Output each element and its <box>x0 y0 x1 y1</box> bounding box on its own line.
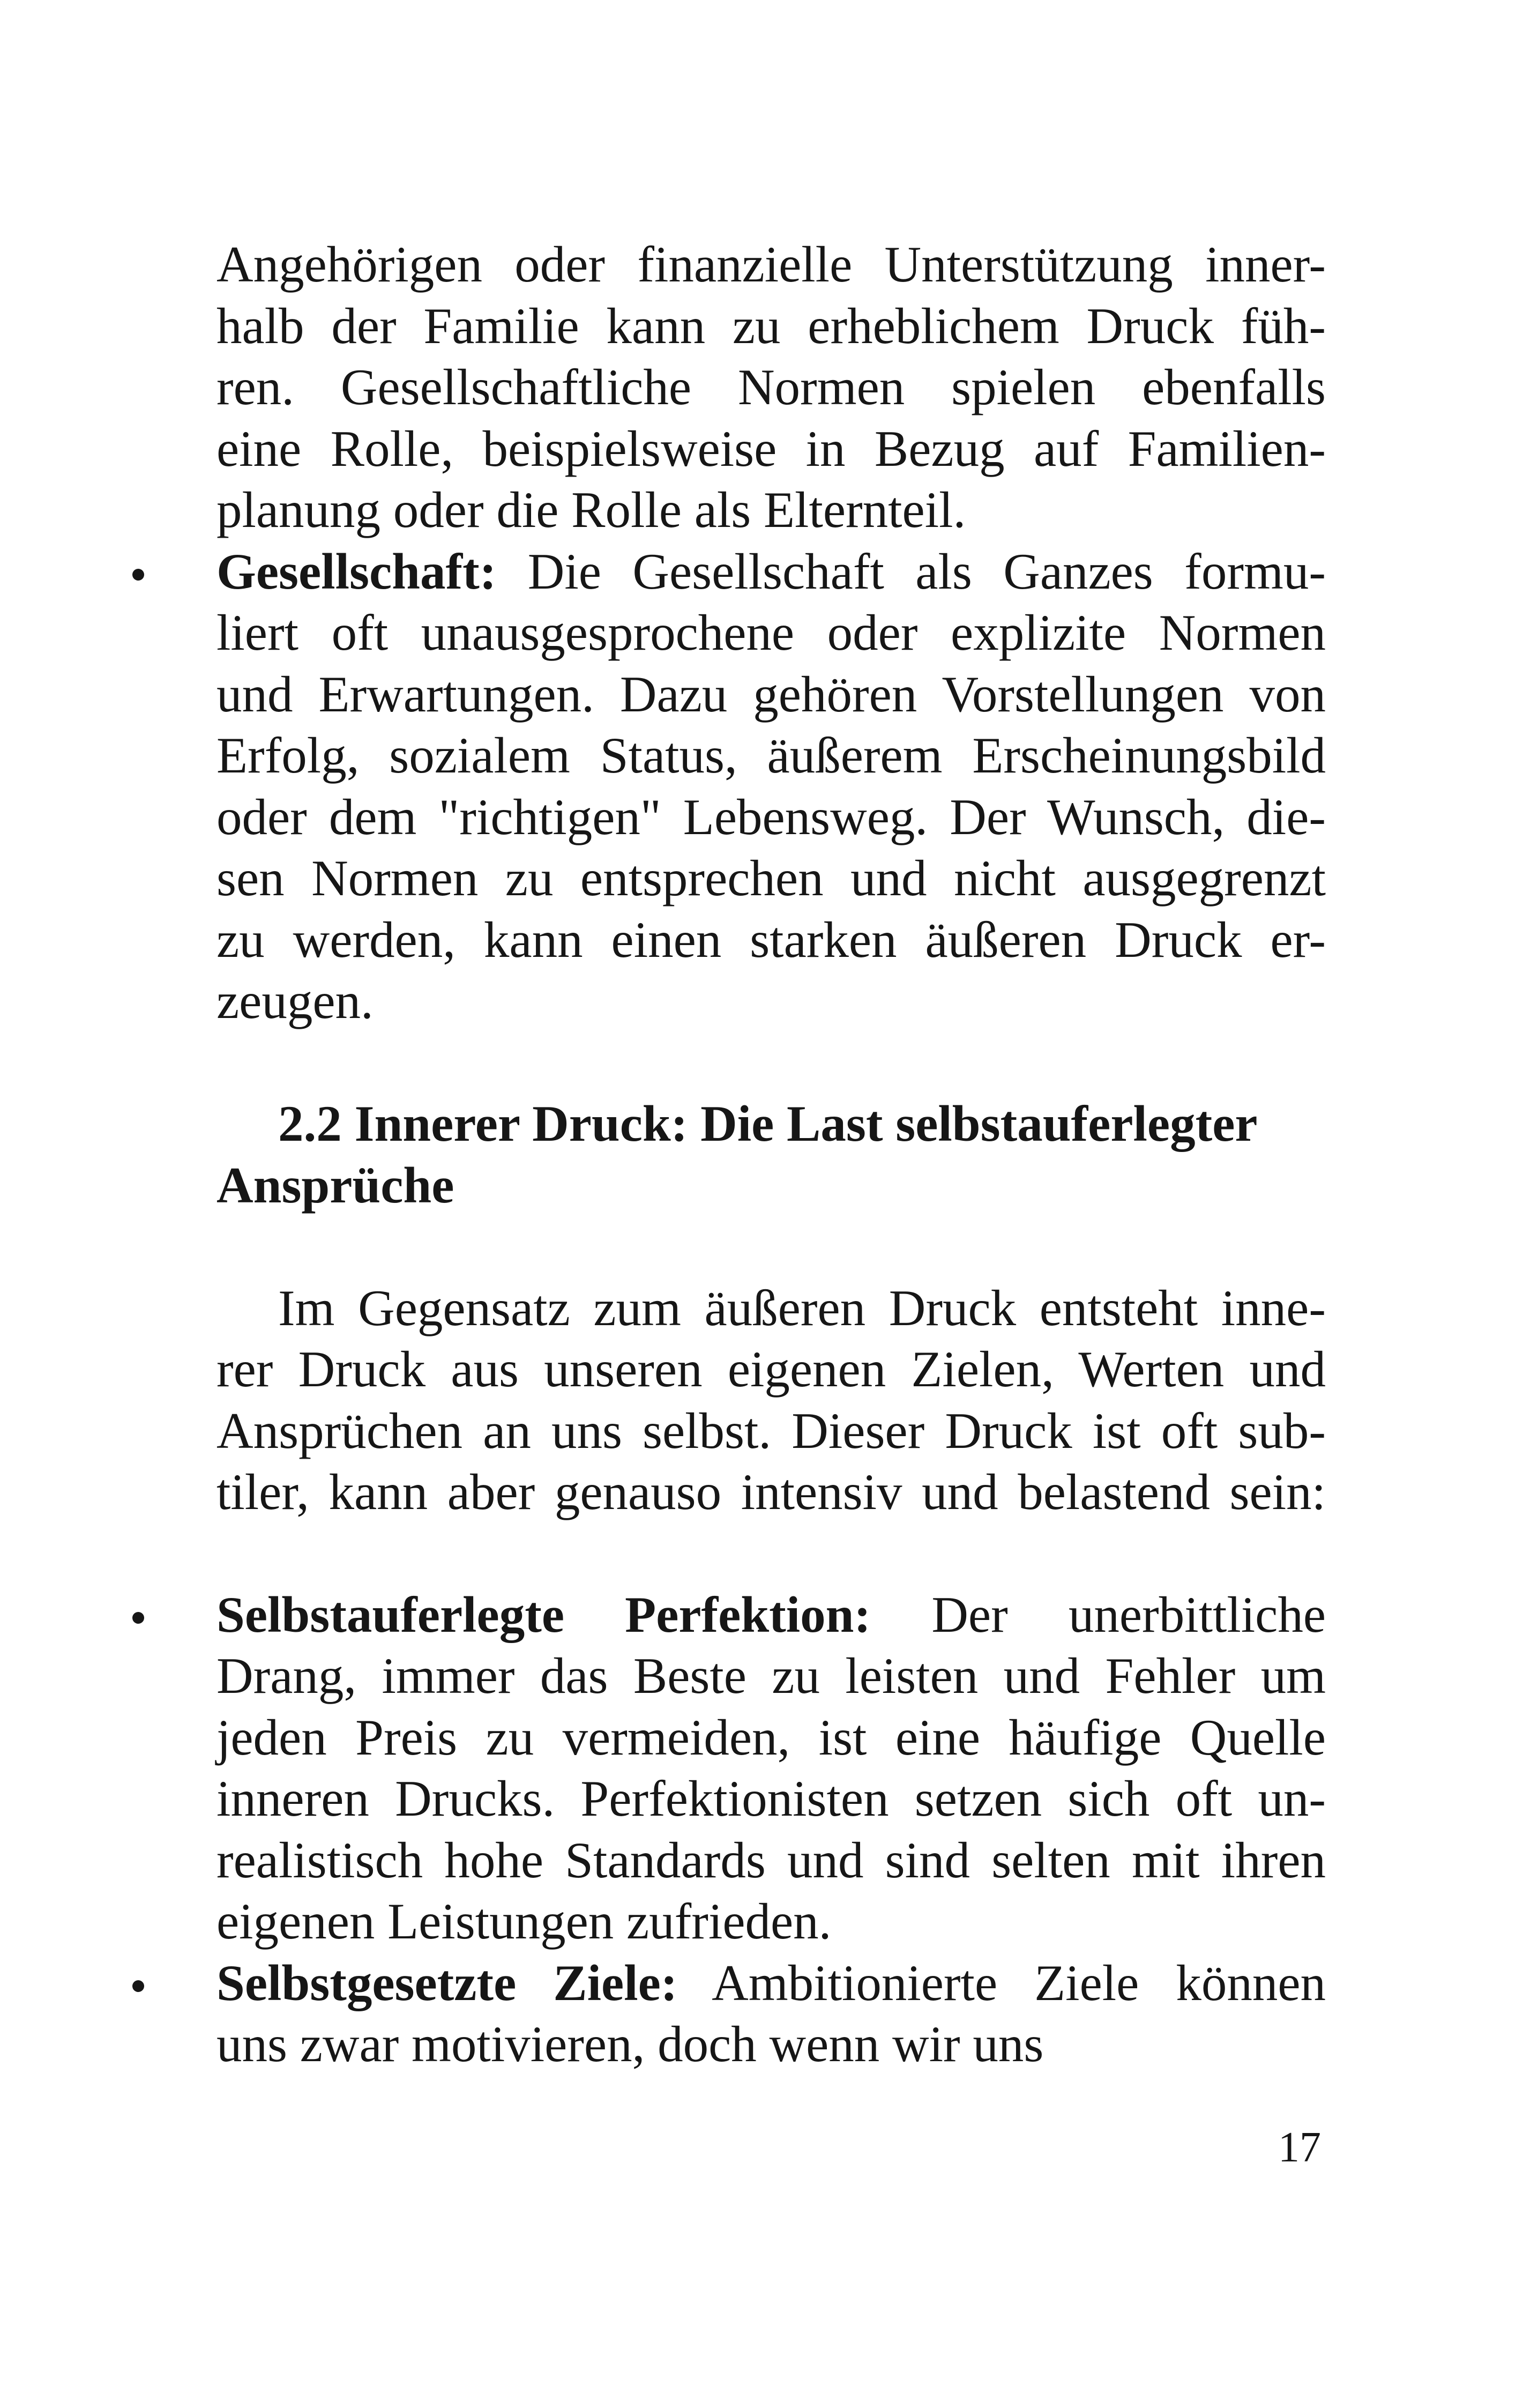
intro-line-4: tiler, kann aber genauso intensiv und belastend sein: <box>216 1463 1326 1520</box>
perfektion-term: Selbstauferlegte Perfektion: <box>216 1586 871 1643</box>
ziele-line-1 <box>216 1952 1326 2013</box>
ziele-term: Selbstgesetzte Ziele: <box>216 1954 678 2011</box>
gesellschaft-line-8: zeugen. <box>216 972 374 1029</box>
gesellschaft-line-2: liert oft unausgesprochene oder explizite Normen <box>216 604 1326 661</box>
bullet-gesellschaft <box>132 569 144 581</box>
ziele-text-1: Ambitionierte Ziele können <box>677 1954 1326 2011</box>
bullet-perfektion <box>132 1612 144 1624</box>
carryover-line-5: planung oder die Rolle als Elternteil. <box>216 481 966 538</box>
gesellschaft-line-7: zu werden, kann einen starken äußeren Druck er- <box>216 911 1326 968</box>
perfektion-line-6: eigenen Leistungen zufrieden. <box>216 1893 832 1950</box>
section-heading-line-1: 2.2 Innerer Druck: Die Last selbstauferlegter <box>278 1095 1258 1152</box>
carryover-line-4: eine Rolle, beispielsweise in Bezug auf Familien- <box>216 420 1326 477</box>
gesellschaft-line-1 <box>216 541 1326 602</box>
gesellschaft-line-3: und Erwartungen. Dazu gehören Vorstellungen von <box>216 666 1326 723</box>
carryover-line-3: ren. Gesellschaftliche Normen spielen ebenfalls <box>216 359 1326 415</box>
perfektion-line-3: jeden Preis zu vermeiden, ist eine häufige Quelle <box>216 1709 1326 1766</box>
gesellschaft-line-5: oder dem "richtigen" Lebensweg. Der Wunsch, die- <box>216 789 1326 845</box>
page-number: 17 <box>1278 2124 1321 2171</box>
perfektion-line-2: Drang, immer das Beste zu leisten und Fehler um <box>216 1647 1326 1704</box>
carryover-line-1: Angehörigen oder finanzielle Unterstützung inner- <box>216 236 1326 293</box>
intro-line-3: Ansprüchen an uns selbst. Dieser Druck ist oft sub- <box>216 1402 1326 1459</box>
gesellschaft-line-6: sen Normen zu entsprechen und nicht ausgegrenzt <box>216 850 1326 906</box>
bullet-ziele <box>132 1980 144 1992</box>
intro-line-1: Im Gegensatz zum äußeren Druck entsteht inne- <box>278 1280 1326 1336</box>
gesellschaft-text-1: Die Gesellschaft als Ganzes formu- <box>496 543 1326 600</box>
gesellschaft-term: Gesellschaft: <box>216 543 497 600</box>
ziele-line-2: uns zwar motivieren, doch wenn wir uns <box>216 2016 1044 2072</box>
perfektion-line-5: realistisch hohe Standards und sind selten mit ihren <box>216 1832 1326 1889</box>
perfektion-line-1 <box>216 1584 1326 1645</box>
carryover-line-2: halb der Familie kann zu erheblichem Druck füh- <box>216 298 1326 354</box>
perfektion-line-4: inneren Drucks. Perfektionisten setzen sich oft un- <box>216 1770 1326 1827</box>
gesellschaft-line-4: Erfolg, sozialem Status, äußerem Erscheinungsbild <box>216 727 1326 784</box>
intro-line-2: rer Druck aus unseren eigenen Zielen, Werten und <box>216 1341 1326 1398</box>
perfektion-text-1: Der unerbittliche <box>871 1586 1326 1643</box>
section-heading-line-2: Ansprüche <box>216 1157 454 1214</box>
